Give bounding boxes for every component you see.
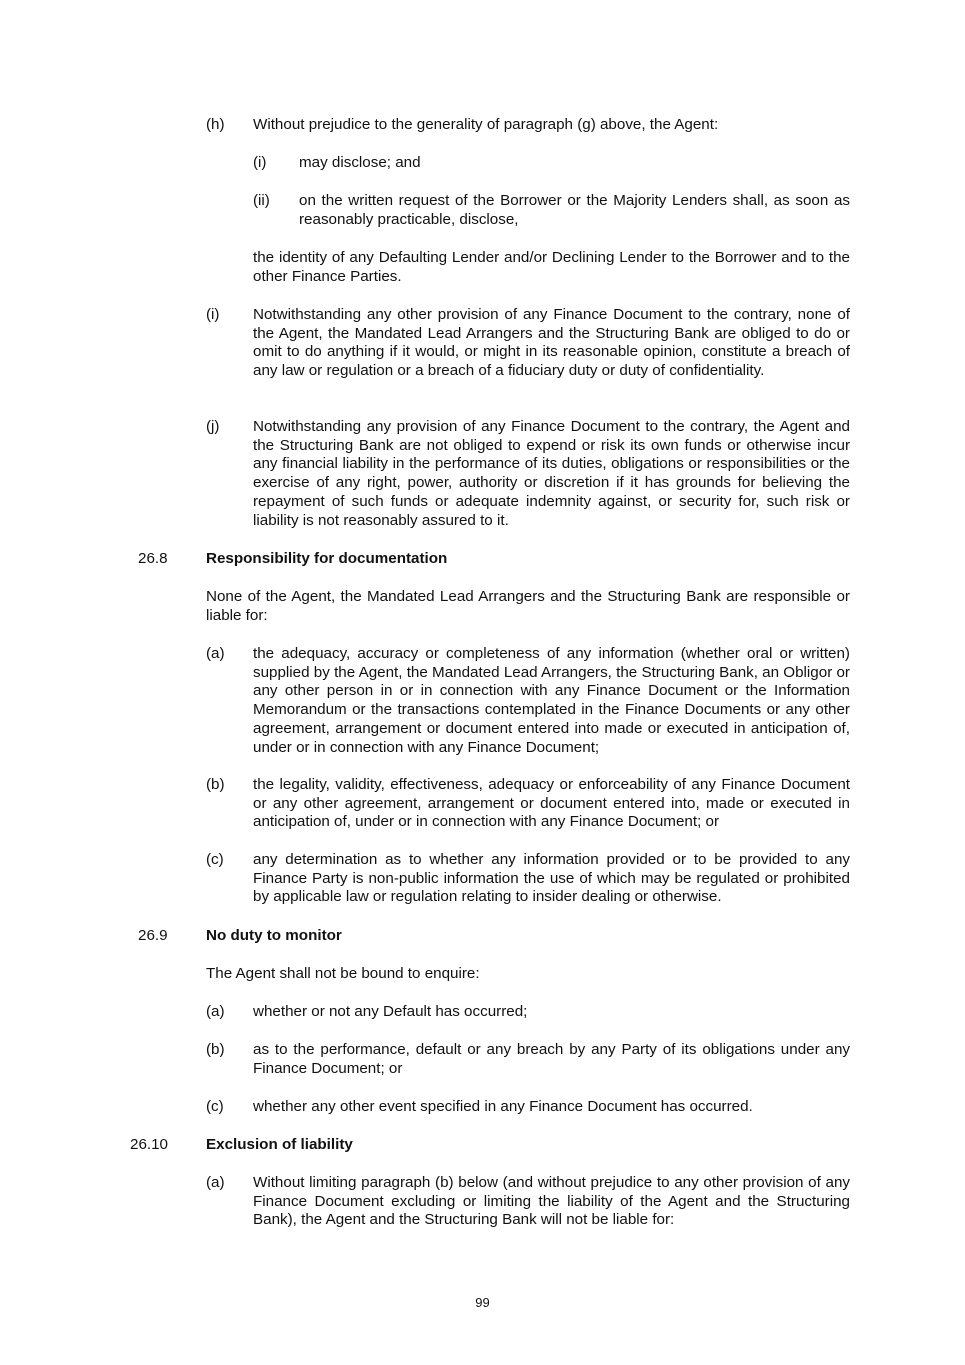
item-j-text: Notwithstanding any provision of any Finance Document to the contrary, the Agent and the Structuring Bank are not obliged to expend or risk its own funds or otherwise incur any financial liability in the performance of its duties, obligations or responsibilities or the exercise of any right, power, authority or discretion if it has grounds for believing the repayment of such funds or adequate indemnity against, or security for, such risk or liability is not reasonably assured to it.: [253, 418, 850, 529]
section-26-8-intro: None of the Agent, the Mandated Lead Arrangers and the Structuring Bank are responsible or liable for:: [206, 588, 850, 624]
page-number: 99: [475, 1295, 490, 1310]
section-26-9-item-c-text: whether any other event specified in any Finance Document has occurred.: [253, 1098, 753, 1115]
item-i-label: (i): [206, 306, 220, 323]
section-26-9-item-a-text: whether or not any Default has occurred;: [253, 1003, 528, 1020]
section-26-9-intro: The Agent shall not be bound to enquire:: [206, 965, 480, 982]
section-26-8-item-b-label: (b): [206, 776, 225, 793]
section-26-10-item-a-text: Without limiting paragraph (b) below (and without prejudice to any other provision of any Finance Document excluding or limiting the liability of the Agent and the Structuring Bank), the Agent and the Structuring Bank will not be liable for:: [253, 1174, 850, 1229]
section-26-8-item-b-text: the legality, validity, effectiveness, adequacy or enforceability of any Finance Document or any other agreement, arrangement or document entered into, made or executed in anticipation of, under or in connection with any Finance Document; or: [253, 776, 850, 831]
section-26-9-item-b-text: as to the performance, default or any breach by any Party of its obligations under any Finance Document; or: [253, 1041, 850, 1077]
item-h-sub-ii-text: on the written request of the Borrower or the Majority Lenders shall, as soon as reasonably practicable, disclose,: [299, 192, 850, 228]
section-26-9-heading: No duty to monitor: [206, 927, 342, 944]
item-h-label: (h): [206, 116, 225, 133]
item-h-sub-i-text: may disclose; and: [299, 154, 421, 171]
item-h-text: Without prejudice to the generality of paragraph (g) above, the Agent:: [253, 116, 719, 133]
item-j-label: (j): [206, 418, 220, 435]
section-26-8-item-c-label: (c): [206, 851, 224, 868]
item-h-continuation: the identity of any Defaulting Lender and/or Declining Lender to the Borrower and to the other Finance Parties.: [253, 249, 850, 285]
section-26-8-number: 26.8: [138, 550, 168, 567]
section-26-8-item-a-text: the adequacy, accuracy or completeness of any information (whether oral or written) supplied by the Agent, the Mandated Lead Arrangers, the Structuring Bank, an Obligor or any other person in or in connection with any Finance Document or the Information Memorandum or the transactions contemplated in the Finance Documents or any other agreement, arrangement or document entered into made or executed in anticipation of, under or in connection with any Finance Document;: [253, 645, 850, 756]
section-26-9-number: 26.9: [138, 927, 168, 944]
item-h-sub-i-label: (i): [253, 154, 267, 171]
section-26-10-heading: Exclusion of liability: [206, 1136, 353, 1153]
section-26-10-number: 26.10: [130, 1136, 169, 1153]
section-26-8-item-a-label: (a): [206, 645, 225, 662]
section-26-8-heading: Responsibility for documentation: [206, 550, 448, 567]
item-h-sub-ii-label: (ii): [253, 192, 270, 209]
item-i-text: Notwithstanding any other provision of any Finance Document to the contrary, none of the Agent, the Mandated Lead Arrangers and the Structuring Bank are obliged to do or omit to do anything if it would, or might in its reasonable opinion, constitute a breach of any law or regulation or a breach of a fiduciary duty or duty of confidentiality.: [253, 306, 850, 380]
section-26-10-item-a-label: (a): [206, 1174, 225, 1191]
section-26-8-item-c-text: any determination as to whether any information provided or to be provided to any Finance Party is non-public information the use of which may be regulated or prohibited by applicable law or regulation relating to insider dealing or otherwise.: [253, 851, 850, 906]
section-26-9-item-c-label: (c): [206, 1098, 224, 1115]
section-26-9-item-a-label: (a): [206, 1003, 225, 1020]
section-26-9-item-b-label: (b): [206, 1041, 225, 1058]
